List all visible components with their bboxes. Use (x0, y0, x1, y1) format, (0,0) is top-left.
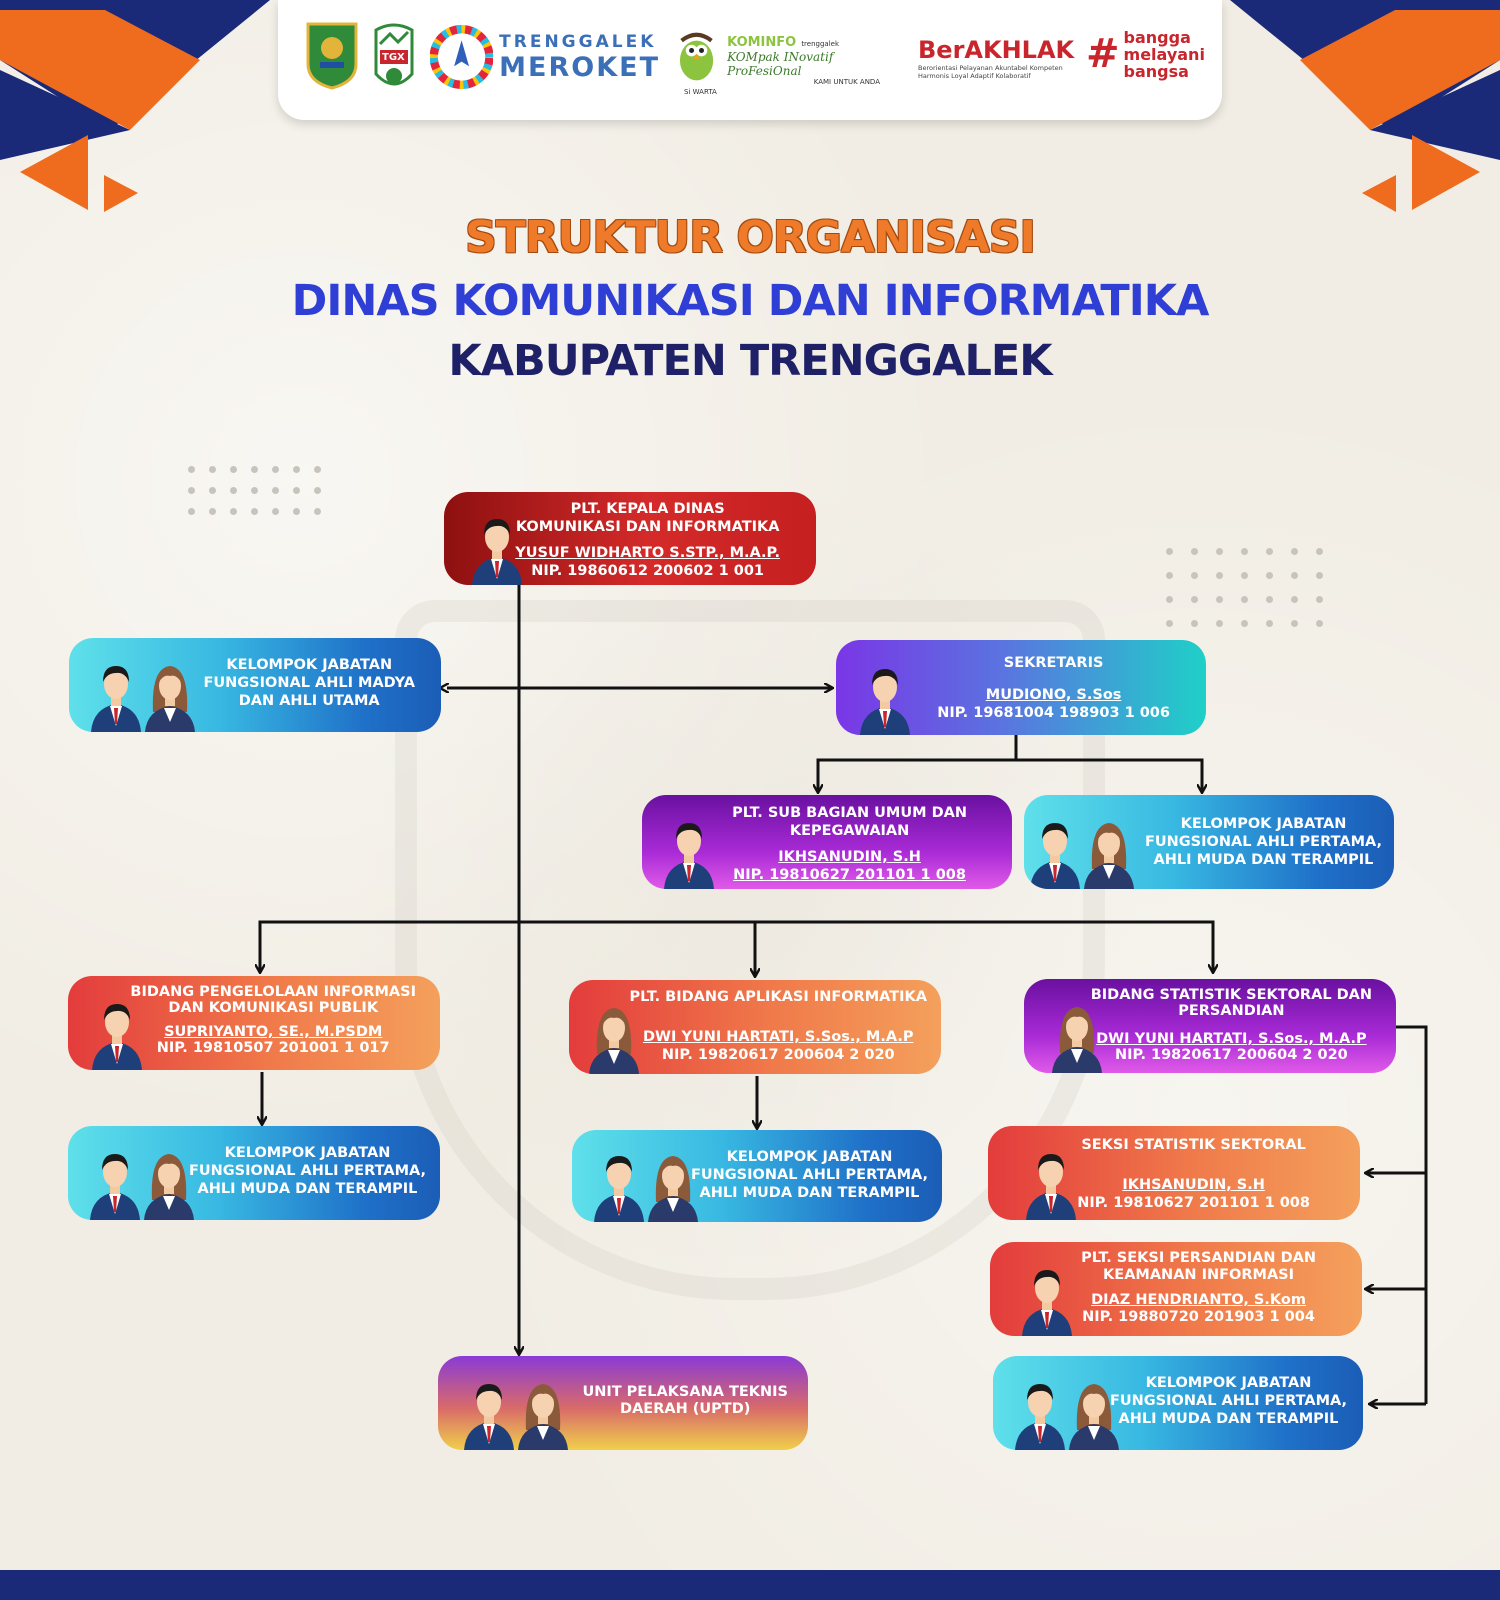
kominfo-sub: trenggalek (801, 39, 840, 48)
persandian-nip: NIP. 19880720 201903 1 004 (1082, 1309, 1315, 1325)
kjf-aptika-line-2: FUNGSIONAL AHLI PERTAMA, (690, 1167, 928, 1183)
ikp-name: SUPRIYANTO, SE., M.PSDM (164, 1024, 383, 1040)
node-bidang-ikp (68, 976, 440, 1070)
man-avatar-icon (858, 659, 912, 735)
kominfo-title: KOMINFO (727, 34, 797, 50)
person-icons (89, 656, 197, 732)
kjf-madya-line-3: DAN AHLI UTAMA (238, 693, 380, 709)
ikp-nip: NIP. 19810507 201001 1 017 (156, 1040, 390, 1056)
sekretaris-name: MUDIONO, S.Sos (985, 687, 1122, 703)
kjf-sek-line-3: AHLI MUDA DAN TERAMPIL (1153, 852, 1374, 868)
person-icons (88, 1144, 196, 1220)
sekretaris-nip: NIP. 19681004 198903 1 006 (937, 705, 1170, 721)
kepala-name: YUSUF WIDHARTO S.STP., M.A.P. (515, 545, 780, 561)
ikp-role-1: BIDANG PENGELOLAAN INFORMASI (130, 984, 416, 1000)
tgx-text: TGX (382, 52, 405, 63)
kjf-aptika-line-3: AHLI MUDA DAN TERAMPIL (699, 1185, 920, 1201)
uptd-line-1: UNIT PELAKSANA TEKNIS (582, 1384, 788, 1400)
kepala-role-2: KOMUNIKASI DAN INFORMATIKA (515, 519, 780, 535)
man-avatar-icon (88, 1144, 142, 1220)
man-avatar-icon (1013, 1374, 1067, 1450)
woman-avatar-icon (516, 1374, 570, 1450)
meroket-text: MEROKET (499, 51, 660, 83)
node-kjf-ikp (68, 1126, 440, 1220)
subbag-name: IKHSANUDIN, S.H (778, 849, 921, 865)
node-seksi-persandian (990, 1242, 1362, 1336)
kjf-aptika-line-1: KELOMPOK JABATAN (726, 1149, 893, 1165)
subbag-role-2: KEPEGAWAIAN (789, 823, 910, 839)
person-icons (662, 813, 716, 889)
seksi-statistik-role: SEKSI STATISTIK SEKTORAL (1081, 1137, 1306, 1153)
man-avatar-icon (1028, 813, 1082, 889)
man-avatar-icon (1020, 1260, 1074, 1336)
woman-avatar-icon (143, 656, 197, 732)
bangga-text: bangga (1123, 27, 1191, 47)
ikp-role-2: DAN KOMUNIKASI PUBLIK (168, 1000, 379, 1016)
node-kjf-statistik (993, 1356, 1363, 1450)
node-kjf-ahli-madya (69, 638, 441, 732)
kominfo-tagline: KOMpak INovatif ProFesiOnal (727, 49, 834, 78)
person-icons (462, 1374, 570, 1450)
kjf-madya-line-1: KELOMPOK JABATAN (226, 657, 393, 673)
kominfo-small: KAMI UNTUK ANDA (813, 77, 880, 86)
node-kepala-dinas (444, 492, 816, 585)
bangsa-text: bangsa (1123, 61, 1189, 81)
node-subbag-umum (642, 795, 1012, 889)
statistik-role-2: PERSANDIAN (1178, 1003, 1285, 1019)
kjf-ikp-line-3: AHLI MUDA DAN TERAMPIL (197, 1181, 418, 1197)
kjf-sek-line-1: KELOMPOK JABATAN (1180, 816, 1347, 832)
node-uptd (438, 1356, 808, 1450)
berakhlak-text: BerAKHLAK (918, 36, 1075, 64)
node-bidang-aptika (569, 980, 941, 1074)
person-icons (858, 659, 912, 735)
berakhlak-sub1: Berorientasi Pelayanan Akuntabel Kompeten (918, 64, 1063, 72)
kjf-statistik-line-3: AHLI MUDA DAN TERAMPIL (1118, 1411, 1339, 1427)
kjf-madya-line-2: FUNGSIONAL AHLI MADYA (203, 675, 415, 691)
node-kjf-aptika (572, 1130, 942, 1222)
subbag-role-1: PLT. SUB BAGIAN UMUM DAN (732, 805, 967, 821)
person-icons (1020, 1260, 1074, 1336)
seksi-statistik-name: IKHSANUDIN, S.H (1122, 1177, 1265, 1193)
man-avatar-icon (1024, 1144, 1078, 1220)
woman-avatar-icon (142, 1144, 196, 1220)
trenggalek-text: TRENGGALEK (499, 31, 657, 52)
node-sekretaris (836, 640, 1206, 735)
persandian-role-2: KEAMANAN INFORMASI (1103, 1267, 1295, 1283)
sekretaris-role: SEKRETARIS (1003, 655, 1104, 671)
node-seksi-statistik (988, 1126, 1360, 1220)
man-avatar-icon (89, 656, 143, 732)
kjf-sek-line-2: FUNGSIONAL AHLI PERTAMA, (1144, 834, 1382, 850)
man-avatar-icon (592, 1146, 646, 1222)
aptika-role: PLT. BIDANG APLIKASI INFORMATIKA (629, 989, 927, 1005)
statistik-name: DWI YUNI HARTATI, S.Sos., M.A.P (1096, 1031, 1367, 1047)
kepala-nip: NIP. 19860612 200602 1 001 (531, 563, 765, 579)
person-icons (1028, 813, 1136, 889)
man-avatar-icon (462, 1374, 516, 1450)
melayani-text: melayani (1123, 44, 1205, 64)
title-line-2: DINAS KOMUNIKASI DAN INFORMATIKA (291, 276, 1209, 326)
seksi-statistik-nip: NIP. 19810627 201101 1 008 (1077, 1195, 1310, 1211)
person-icons (592, 1146, 700, 1222)
kjf-ikp-line-2: FUNGSIONAL AHLI PERTAMA, (188, 1163, 426, 1179)
kjf-statistik-line-2: FUNGSIONAL AHLI PERTAMA, (1109, 1393, 1347, 1409)
woman-avatar-icon (1082, 813, 1136, 889)
node-kjf-sekretariat (1024, 795, 1394, 889)
bottom-bar (0, 1570, 1500, 1600)
person-icons (1024, 1144, 1078, 1220)
berakhlak-sub2: Harmonis Loyal Adaptif Kolaboratif (918, 72, 1031, 80)
uptd-line-2: DAERAH (UPTD) (620, 1401, 751, 1417)
man-avatar-icon (662, 813, 716, 889)
person-icons (1013, 1374, 1121, 1450)
aptika-nip: NIP. 19820617 200604 2 020 (661, 1047, 895, 1063)
mascot-name: Si WARTA (684, 88, 717, 96)
subbag-nip: NIP. 19810627 201101 1 008 (733, 867, 966, 883)
node-bidang-statistik (1024, 979, 1396, 1073)
kjf-ikp-line-1: KELOMPOK JABATAN (224, 1145, 391, 1161)
title-line-3: KABUPATEN TRENGGALEK (448, 336, 1052, 386)
statistik-nip: NIP. 19820617 200604 2 020 (1114, 1047, 1348, 1063)
aptika-name: DWI YUNI HARTATI, S.Sos., M.A.P (642, 1029, 914, 1045)
persandian-role-1: PLT. SEKSI PERSANDIAN DAN (1081, 1250, 1316, 1266)
statistik-role-1: BIDANG STATISTIK SEKTORAL DAN (1090, 987, 1372, 1003)
persandian-name: DIAZ HENDRIANTO, S.Kom (1091, 1292, 1306, 1308)
kjf-statistik-line-1: KELOMPOK JABATAN (1145, 1375, 1312, 1391)
title-line-1: STRUKTUR ORGANISASI (465, 212, 1035, 263)
hash-icon: # (1086, 31, 1120, 77)
kepala-role-1: PLT. KEPALA DINAS (570, 501, 725, 517)
